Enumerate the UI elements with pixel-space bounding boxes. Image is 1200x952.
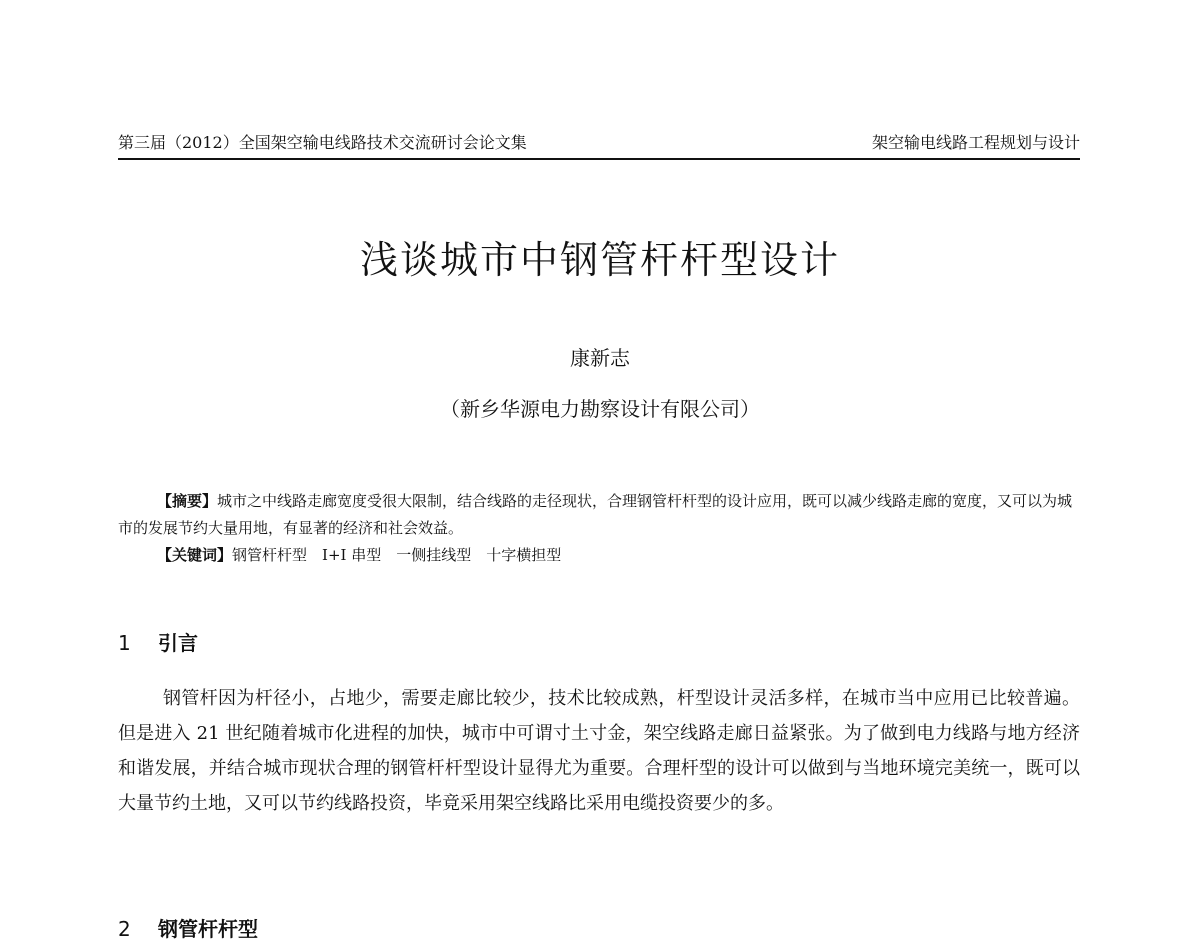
author-affiliation: （新乡华源电力勘察设计有限公司） (440, 397, 760, 421)
section-number: 2 (118, 917, 131, 941)
running-header-section: 架空输电线路工程规划与设计 (871, 133, 1080, 152)
abstract-label: 【摘要】 (157, 492, 218, 510)
abstract-block (118, 488, 1080, 569)
section-title: 钢管杆杆型 (158, 917, 258, 941)
section-heading-2 (118, 914, 258, 944)
keywords-text: 钢管杆杆型 I+I 串型 一侧挂线型 十字横担型 (232, 546, 562, 564)
abstract-text: 城市之中线路走廊宽度受很大限制，结合线路的走径现状，合理钢管杆杆型的设计应用，既可以减少线路走廊的宽度，又可以为城市的发展节约大量用地，有显著的经济和社会效益。 (118, 492, 1073, 537)
running-header-proceedings: 第三届（2012）全国架空输电线路技术交流研讨会论文集 (118, 133, 527, 152)
section-heading-1 (118, 628, 198, 658)
running-header (118, 130, 1080, 160)
section-title: 引言 (158, 631, 198, 655)
paper-title: 浅谈城市中钢管杆杆型设计 (359, 238, 840, 282)
keywords-label: 【关键词】 (157, 546, 233, 564)
keywords-paragraph (118, 542, 1080, 569)
author-name: 康新志 (570, 346, 630, 370)
abstract-paragraph (118, 488, 1080, 542)
section-number: 1 (118, 631, 131, 655)
section-1-paragraph: 钢管杆因为杆径小，占地少，需要走廊比较少，技术比较成熟，杆型设计灵活多样，在城市当中应用已比较普遍。但是进入 21 世纪随着城市化进程的加快，城市中可谓寸土寸金，架空线路走廊日益紧张。为了做到电力线路与地方经济和谐发展，并结合城市现状合理的钢管杆杆型设计显得尤为重要。合理杆型的设计可以做到与当地环境完美统一，既可以大量节约土地，又可以节约线路投资，毕竟采用架空线路比采用电缆投资要少的多。 (118, 688, 1080, 814)
